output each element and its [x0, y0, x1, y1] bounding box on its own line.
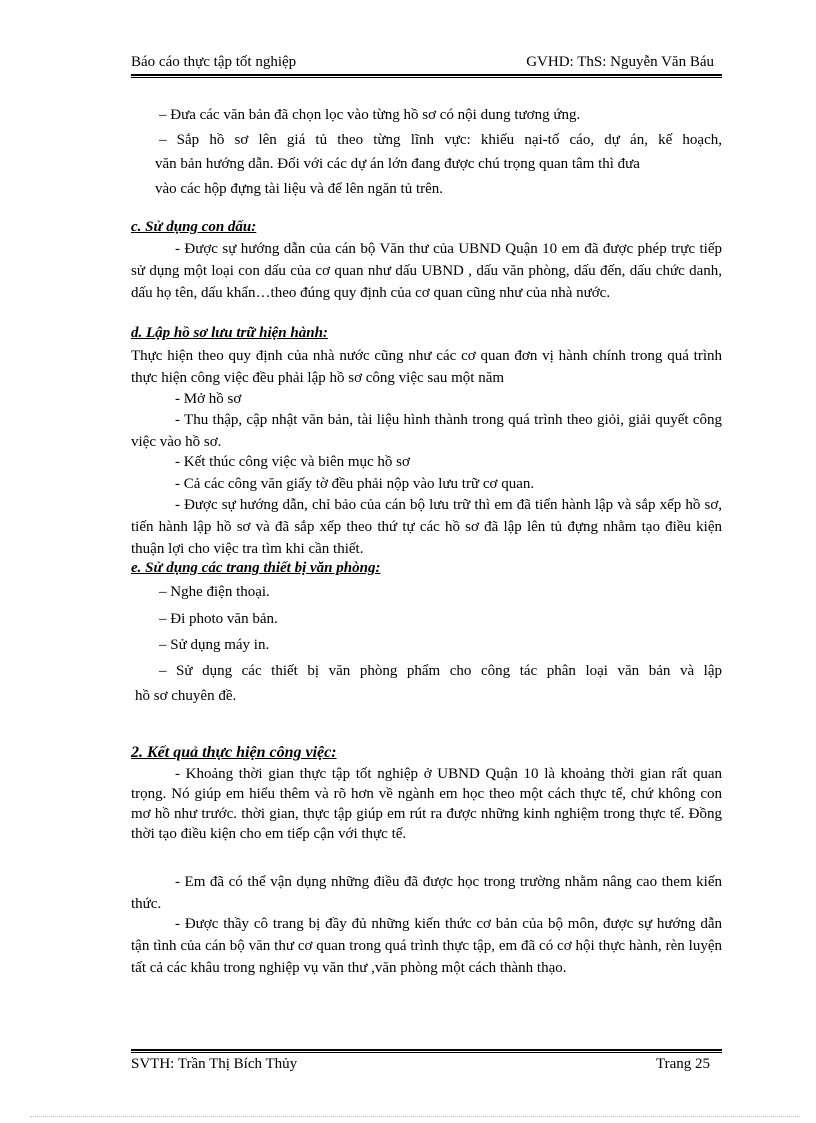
section-2-paragraph-1: - Khoảng thời gian thực tập tốt nghiệp ở UBND Quận 10 là khoảng thời gian rất quan trọng. Nó giúp em hiểu thêm và rõ hơn về ngành em học theo một cách thực tế, chứ không con mơ hồ như trước. thời gian, thực tập giúp em rút ra được những kinh nghiệm trong thực tế. Đồng thời tạo điều kiện cho em tiếp cận với thực tế. [131, 766, 722, 842]
footer-rule [131, 1049, 722, 1051]
section-2-paragraph-3: - Được thầy cô trang bị đầy đủ những kiến thức cơ bản của bộ môn, được sự hướng dẫn tận tình của cán bộ văn thư cơ quan trong quá trình thực tập, em đã có cơ hội thực hành, rèn luyện tất cả các khâu trong nghiệp vụ văn thư ,văn phòng một cách thành thạo. [131, 916, 722, 976]
list-item: - Kết thúc công việc và biên mục hồ sơ [175, 454, 410, 470]
bullet-continuation: hồ sơ chuyên đề. [135, 688, 237, 704]
page-number: Trang 25 [655, 1056, 710, 1072]
bullet-continuation: văn bản hướng dẫn. Đối với các dự án lớn đang được chú trọng quan tâm thì đưa [155, 156, 640, 172]
list-item: - Thu thập, cập nhật văn bản, tài liệu hình thành trong quá trình theo giỏi, giải quyết công việc vào hồ sơ. [131, 412, 722, 450]
list-item: - Cả các công văn giấy tờ đều phải nộp vào lưu trữ cơ quan. [175, 476, 535, 492]
bullet-item: – Sử dụng các thiết bị văn phòng phẩm cho công tác phân loại văn bản và lập [159, 663, 722, 679]
page-footer [131, 1054, 722, 1074]
list-item: - Mở hồ sơ [175, 391, 242, 407]
bullet-item: – Đi photo văn bản. [159, 611, 278, 627]
header-rule-thin [131, 77, 722, 78]
bullet-item: – Nghe điện thoại. [159, 584, 270, 600]
section-heading-d: d. Lập hồ sơ lưu trữ hiện hành: [131, 325, 328, 341]
header-report-title: Báo cáo thực tập tốt nghiệp [131, 54, 297, 70]
header-rule [131, 74, 722, 76]
footer-rule-thin [131, 1052, 722, 1053]
section-heading-c: c. Sử dụng con dấu: [131, 219, 257, 235]
bullet-item: – Sử dụng máy in. [159, 637, 270, 653]
list-item: - Được sự hướng dẫn, chỉ bảo của cán bộ lưu trữ thì em đã tiến hành lập và sắp xếp hồ sơ, tiến hành lập hồ sơ và đã sắp xếp theo thứ tự các hồ sơ đã lập lên tủ đựng nhằm tạo điều kiện thuận lợi cho việc tra tìm khi cần thiết. [131, 497, 722, 557]
bullet-item: – Sắp hồ sơ lên giá tủ theo từng lĩnh vực: khiếu nại-tố cáo, dự án, kế hoạch, [159, 132, 722, 148]
section-heading-2: 2. Kết quả thực hiện công việc: [131, 744, 337, 761]
footer-student: SVTH: Trần Thị Bích Thủy [131, 1056, 298, 1072]
header-supervisor: GVHD: ThS: Nguyễn Văn Báu [526, 54, 714, 70]
bullet-item: – Đưa các văn bản đã chọn lọc vào từng hồ sơ có nội dung tương ứng. [159, 107, 581, 123]
page-bottom-divider [30, 1116, 800, 1117]
page-header [131, 52, 722, 72]
section-d-intro: Thực hiện theo quy định của nhà nước cũng như các cơ quan đơn vị hành chính trong quá trình thực hiện công việc đều phải lập hồ sơ công việc sau một năm [131, 348, 722, 386]
section-2-paragraph-2: - Em đã có thể vận dụng những điều đã được học trong trường nhằm nâng cao them kiến thức. [131, 874, 722, 912]
section-c-paragraph: - Được sự hướng dẫn của cán bộ Văn thư của UBND Quận 10 em đã được phép trực tiếp sử dụng một loại con dấu của cơ quan như dấu UBND , dấu văn phòng, dấu đến, dấu chức danh, dấu họ tên, dấu khẩn…theo đúng quy định của cơ quan cũng như của nhà nước. [131, 241, 722, 301]
section-heading-e: e. Sử dụng các trang thiết bị văn phòng: [131, 560, 381, 576]
bullet-continuation: vào các hộp đựng tài liệu và để lên ngăn tủ trên. [155, 181, 444, 197]
